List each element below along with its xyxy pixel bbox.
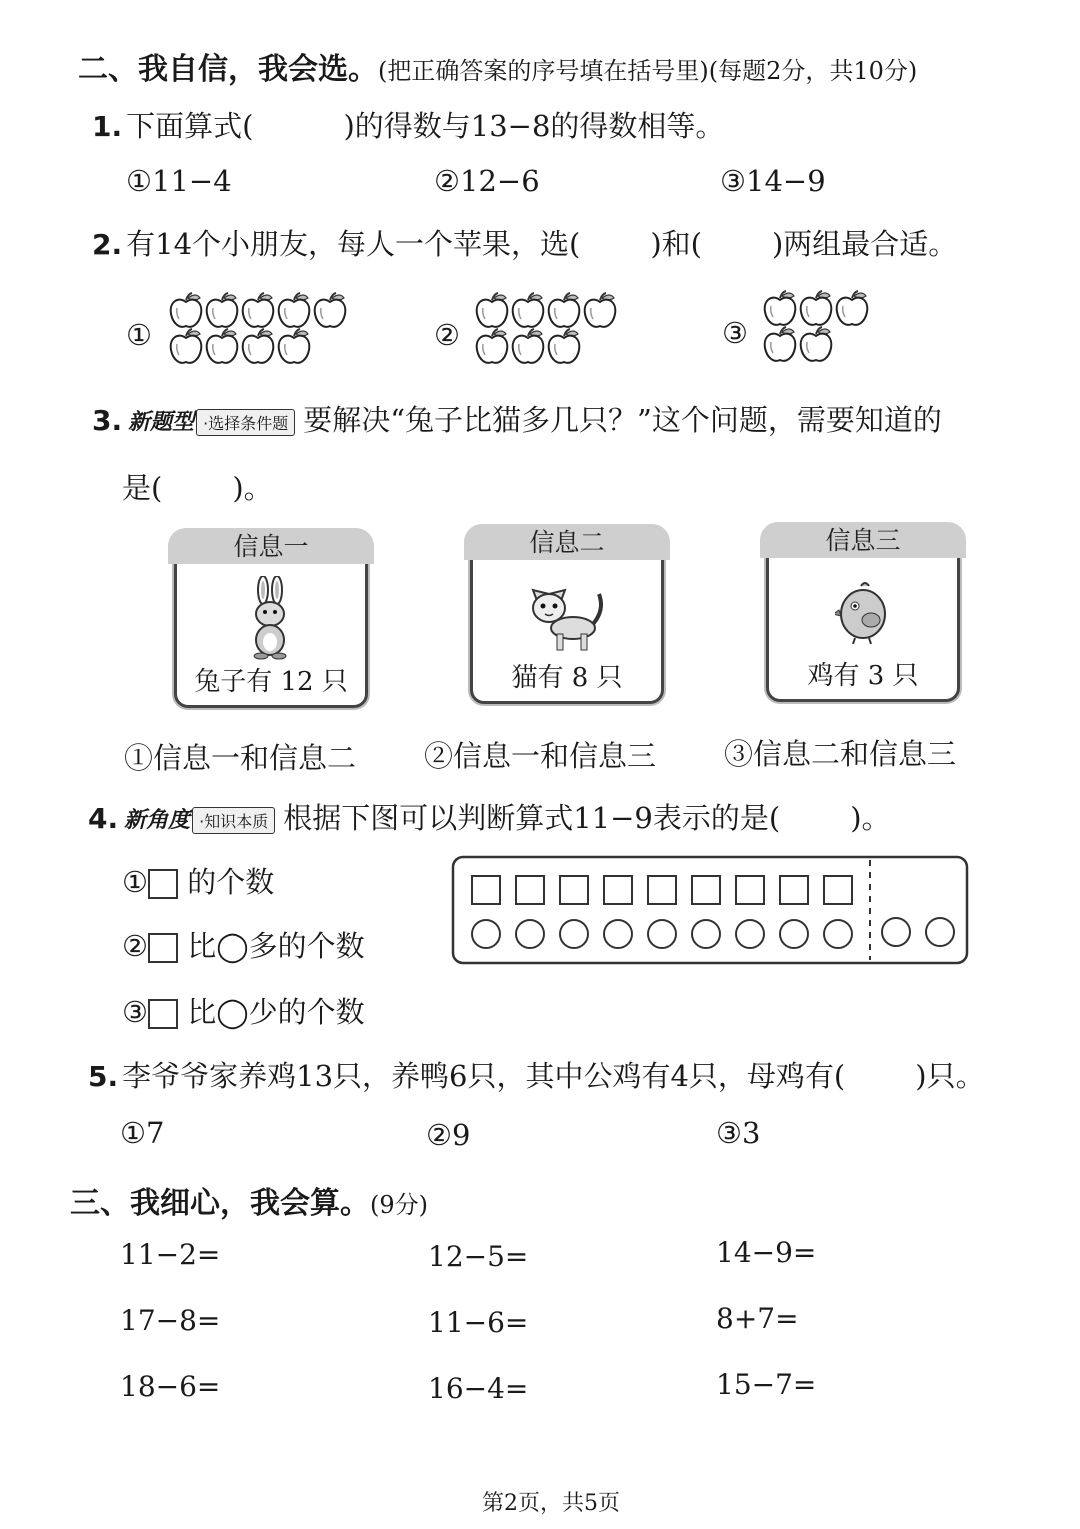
circle-mark (472, 920, 500, 948)
q1-text-post: )的得数与13−8的得数相等。 (343, 109, 725, 143)
q4-tag (124, 800, 275, 834)
apple-icon (204, 292, 240, 330)
square-mark (516, 876, 544, 904)
q1-option-1[interactable]: ①11−4 (126, 164, 232, 198)
q2-text-post: )两组最合适。 (771, 227, 958, 261)
cat-icon (527, 580, 607, 654)
page-footer: 第2页，共5页 (482, 1491, 620, 1516)
question-4 (88, 796, 891, 840)
q4-text-post: )。 (850, 801, 891, 835)
section3-note: (9分) (370, 1191, 428, 1219)
square-mark (648, 876, 676, 904)
apple-icon (546, 292, 582, 330)
apple-icon (762, 326, 798, 364)
square-icon (148, 869, 178, 899)
q4-tag-box: ·知识本质 (192, 807, 275, 834)
circle-mark (648, 920, 676, 948)
q2-text-mid: )和( (650, 227, 702, 261)
q4-option-1-text: 的个数 (187, 865, 275, 899)
apple-icon (276, 292, 312, 330)
apple-icon (582, 292, 618, 330)
square-icon (148, 933, 178, 963)
calc-7[interactable]: 18−6= (120, 1370, 221, 1403)
apple-row (762, 326, 882, 362)
apple-icon (204, 328, 240, 366)
apple-icon (762, 290, 798, 328)
apple-row (168, 328, 358, 364)
info-card-3 (760, 522, 966, 702)
q4-option-3-text: 比◯少的个数 (187, 995, 365, 1029)
section3-header (70, 1178, 428, 1222)
square-mark (472, 876, 500, 904)
q4-option-2-text: 比◯多的个数 (187, 929, 365, 963)
q2-group-1-label[interactable]: ① (126, 318, 152, 352)
circle-mark (516, 920, 544, 948)
q2-group-2-apples[interactable] (474, 292, 634, 372)
q2-group-3-label[interactable]: ③ (722, 316, 748, 350)
info-card-1-caption: 兔子有 12 只 (194, 667, 348, 697)
apple-icon (240, 292, 276, 330)
q3-text-line1: 要解决“兔子比猫多几只？”这个问题，需要知道的 (303, 403, 942, 437)
q1-option-2[interactable]: ②12−6 (434, 164, 540, 198)
square-mark (604, 876, 632, 904)
apple-row (168, 292, 358, 328)
apple-icon (798, 290, 834, 328)
apple-icon (834, 290, 870, 328)
apple-icon (798, 326, 834, 364)
info-card-1-title: 信息一 (168, 528, 374, 564)
square-mark (824, 876, 852, 904)
q1-text-pre: 下面算式( (126, 109, 254, 143)
calc-3[interactable]: 14−9= (716, 1236, 817, 1269)
calc-6[interactable]: 8+7= (716, 1302, 799, 1335)
question-1 (92, 104, 724, 145)
q2-text-pre: 有14个小朋友，每人一个苹果，选( (126, 227, 581, 261)
apple-icon (168, 328, 204, 366)
circle-mark (780, 920, 808, 948)
q4-option-2-label: ② (122, 929, 148, 963)
q3-number: 3. (92, 404, 123, 437)
apple-icon (276, 328, 312, 366)
apple-row (474, 328, 634, 364)
question-3 (92, 398, 942, 442)
q4-figure (450, 854, 970, 968)
q5-option-3[interactable]: ③3 (716, 1116, 761, 1150)
apple-icon (510, 292, 546, 330)
q5-number: 5. (88, 1060, 119, 1093)
circle-mark (604, 920, 632, 948)
q1-number: 1. (92, 110, 123, 143)
question-5 (88, 1054, 985, 1095)
square-icon (148, 999, 178, 1029)
q4-number: 4. (88, 802, 119, 835)
q4-option-1-label: ① (122, 865, 148, 899)
q4-option-2[interactable] (122, 924, 365, 965)
section2-title: 二、我自信，我会选。 (78, 52, 378, 87)
q2-group-3-apples[interactable] (762, 290, 882, 370)
info-card-2 (464, 524, 670, 704)
calc-1[interactable]: 11−2= (120, 1238, 221, 1271)
q1-option-3[interactable]: ③14−9 (720, 164, 826, 198)
q5-option-1[interactable]: ①7 (120, 1116, 165, 1150)
calc-9[interactable]: 15−7= (716, 1368, 817, 1401)
apple-icon (474, 292, 510, 330)
apple-icon (474, 328, 510, 366)
q3-text-line2-post: )。 (232, 471, 273, 505)
info-card-3-title: 信息三 (760, 522, 966, 558)
apple-icon (168, 292, 204, 330)
apple-row (474, 292, 634, 328)
apple-icon (240, 328, 276, 366)
circle-mark (692, 920, 720, 948)
apple-icon (510, 328, 546, 366)
calc-8[interactable]: 16−4= (428, 1372, 529, 1405)
q3-line2 (122, 466, 273, 507)
q4-option-3-label: ③ (122, 995, 148, 1029)
circle-mark (560, 920, 588, 948)
circle-mark (824, 920, 852, 948)
q4-tag-bold: 新角度 (124, 808, 191, 833)
q2-number: 2. (92, 228, 123, 261)
info-card-3-caption: 鸡有 3 只 (807, 661, 919, 691)
q2-group-2-label[interactable]: ② (434, 318, 460, 352)
q3-tag-bold: 新题型 (128, 410, 195, 435)
apple-icon (546, 328, 582, 366)
q3-tag-box: ·选择条件题 (196, 409, 295, 436)
square-mark (692, 876, 720, 904)
q3-option-2[interactable]: ②信息一和信息三 (424, 739, 657, 773)
q4-text-pre: 根据下图可以判断算式11−9表示的是( (283, 801, 781, 835)
question-2 (92, 222, 957, 263)
square-mark (780, 876, 808, 904)
q3-text-line2-pre: 是( (122, 471, 163, 505)
square-mark (736, 876, 764, 904)
calc-2[interactable]: 12−5= (428, 1240, 529, 1273)
square-mark (560, 876, 588, 904)
apple-icon (312, 292, 348, 330)
circle-mark-extra (882, 918, 910, 946)
q4-option-1[interactable] (122, 860, 274, 901)
q4-option-3[interactable] (122, 990, 365, 1031)
info-card-1 (168, 528, 374, 708)
section2-note: (把正确答案的序号填在括号里)(每题2分，共10分) (378, 57, 918, 85)
section2-header (78, 44, 917, 88)
q5-text-post: )只。 (915, 1059, 985, 1093)
q5-option-2[interactable]: ②9 (426, 1118, 471, 1152)
q5-text-pre: 李爷爷家养鸡13只，养鸭6只，其中公鸡有4只，母鸡有( (122, 1059, 846, 1093)
chick-icon (835, 580, 891, 644)
q3-tag (128, 402, 295, 436)
rabbit-icon (241, 576, 301, 660)
calc-5[interactable]: 11−6= (428, 1306, 529, 1339)
circle-mark (736, 920, 764, 948)
calc-4[interactable]: 17−8= (120, 1304, 221, 1337)
q3-option-3[interactable]: ③信息二和信息三 (724, 737, 957, 771)
circle-mark-extra (926, 918, 954, 946)
info-card-2-caption: 猫有 8 只 (511, 663, 623, 693)
q2-group-1-apples[interactable] (168, 292, 358, 372)
q3-option-1[interactable]: ①信息一和信息二 (124, 741, 357, 775)
info-card-2-title: 信息二 (464, 524, 670, 560)
section3-title: 三、我细心，我会算。 (70, 1186, 370, 1221)
apple-row (762, 290, 882, 326)
